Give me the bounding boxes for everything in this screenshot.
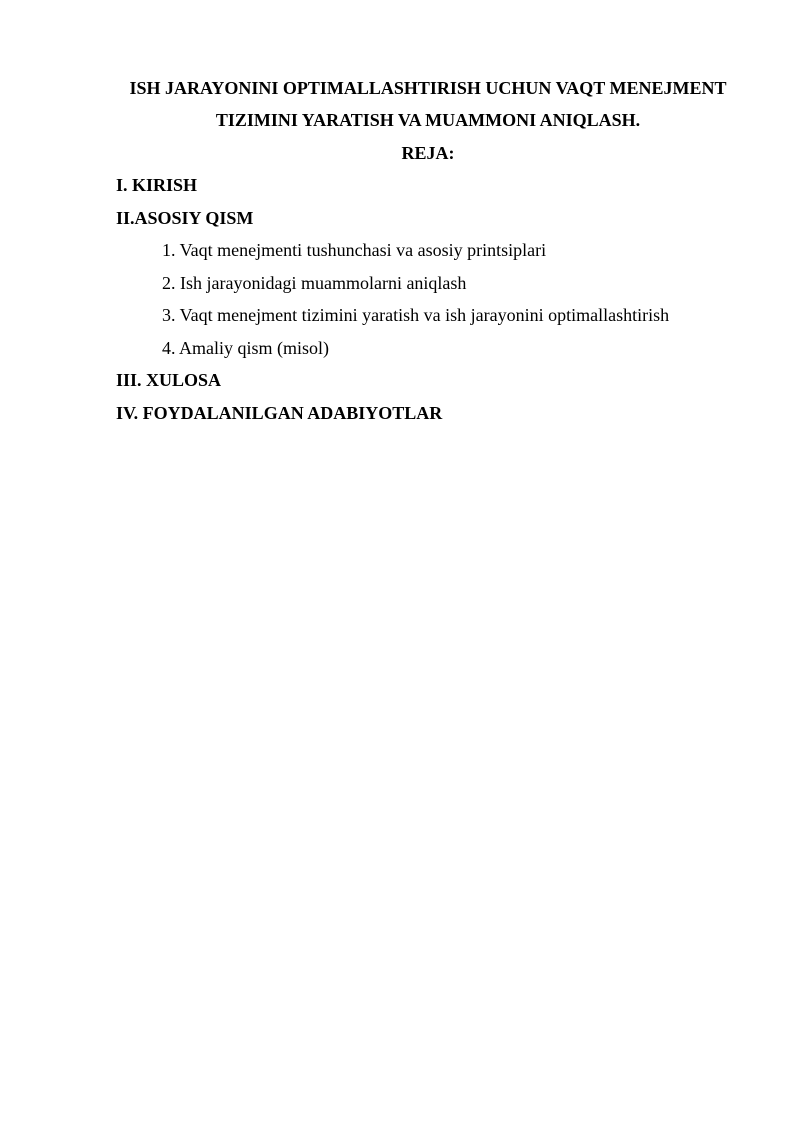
section-introduction: I. KIRISH: [116, 175, 198, 195]
section-main-part: II.ASOSIY QISM: [116, 208, 254, 228]
subsection-item: 2. Ish jarayonidagi muammolarni aniqlash: [162, 273, 467, 293]
plan-heading: REJA:: [401, 143, 455, 163]
section-conclusion: III. XULOSA: [116, 370, 222, 390]
section-references: IV. FOYDALANILGAN ADABIYOTLAR: [116, 403, 443, 423]
subsection-item: 1. Vaqt menejmenti tushunchasi va asosiy printsiplari: [162, 240, 547, 260]
subsection-item: 3. Vaqt menejment tizimini yaratish va ish jarayonini optimallashtirish: [162, 305, 670, 325]
subsection-item: 4. Amaliy qism (misol): [162, 338, 330, 358]
document-title-line-1: ISH JARAYONINI OPTIMALLASHTIRISH UCHUN VAQT MENEJMENT: [129, 78, 727, 98]
document-title-line-2: TIZIMINI YARATISH VA MUAMMONI ANIQLASH.: [215, 110, 641, 130]
